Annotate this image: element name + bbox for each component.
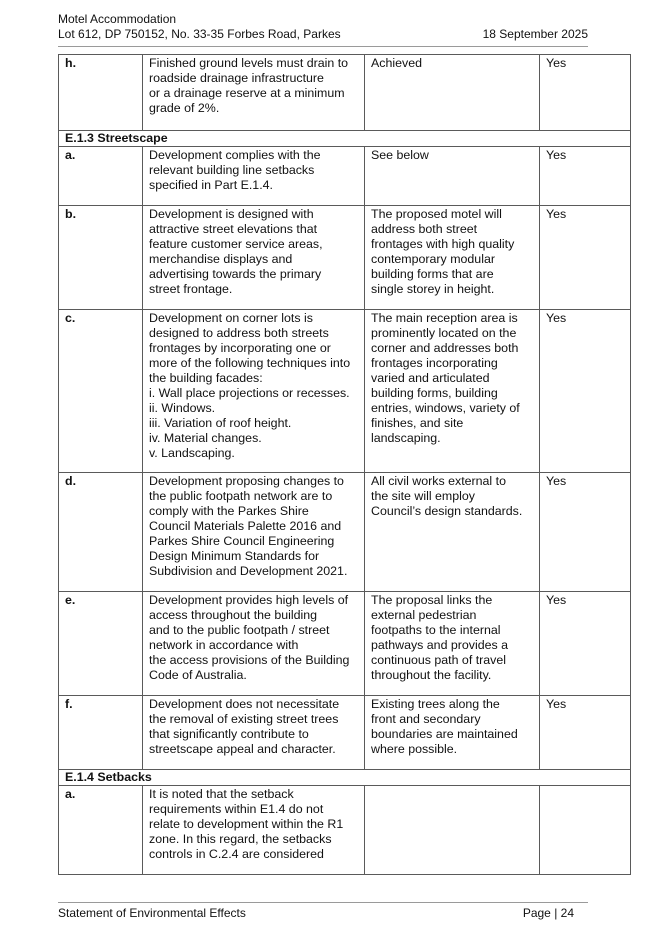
row-id: b. (59, 206, 143, 310)
document-title: Motel Accommodation (58, 12, 177, 26)
header-divider (58, 46, 588, 47)
requirement-cell (143, 696, 365, 770)
section-heading-setbacks: E.1.4 Setbacks (59, 770, 631, 786)
response-cell (365, 473, 540, 592)
document-date: 18 September 2025 (482, 27, 588, 41)
complies-cell: Yes (540, 696, 631, 770)
requirement-text: Development provides high levels of access throughout the building and to the public footpath / street network in accordance with the access provisions of the Building Code of Australia. (149, 593, 350, 682)
response-text: Achieved (371, 56, 422, 70)
requirement-text: Development proposing changes to the public footpath network are to comply with the Parkes Shire Council Materials Palette 2016 and Parkes Shire Council Engineering Design Minimum Standards for Subdivision and Development 2021. (149, 474, 348, 578)
requirement-text: It is noted that the setback requirements within E1.4 do not relate to development within the R1 zone. In this regard, the setbacks controls in C.2.4 are considered (149, 787, 344, 861)
requirement-text: Development on corner lots is designed to address both streets frontages by incorporating one or more of the following techniques into the building facades: i. Wall place projections or recesses. ii. Windows. iii. Variation of roof height. iv. Material changes. v. Landscaping. (149, 311, 351, 460)
response-cell (365, 786, 540, 875)
table-row (59, 206, 631, 310)
response-text: The proposal links the external pedestrian footpaths to the internal pathways and provides a continuous path of travel throughout the facility. (371, 593, 509, 682)
response-text: The proposed motel will address both street frontages with high quality contemporary modular building forms that are single storey in height. (371, 207, 515, 296)
requirement-cell (143, 473, 365, 592)
table-row (59, 592, 631, 696)
complies-cell: Yes (540, 55, 631, 131)
response-cell (365, 592, 540, 696)
requirement-text: Development complies with the relevant building line setbacks specified in Part E.1.4. (149, 148, 321, 192)
response-text: Existing trees along the front and secondary boundaries are maintained where possible. (371, 697, 518, 756)
response-cell (365, 147, 540, 206)
response-text: All civil works external to the site will employ Council’s design standards. (371, 474, 523, 518)
section-heading-streetscape: E.1.3 Streetscape (59, 131, 631, 147)
requirement-text: Finished ground levels must drain to roadside drainage infrastructure or a drainage reserve at a minimum grade of 2%. (149, 56, 349, 115)
requirement-cell (143, 147, 365, 206)
compliance-table (58, 54, 631, 875)
complies-cell: Yes (540, 592, 631, 696)
requirement-text: Development does not necessitate the removal of existing street trees that significantly contribute to streetscape appeal and character. (149, 697, 340, 756)
section-heading-row (59, 131, 631, 147)
row-id: e. (59, 592, 143, 696)
complies-cell: Yes (540, 147, 631, 206)
table-row (59, 55, 631, 131)
complies-cell (540, 786, 631, 875)
table-row (59, 696, 631, 770)
row-id: d. (59, 473, 143, 592)
row-id: a. (59, 786, 143, 875)
table-row (59, 473, 631, 592)
requirement-cell (143, 310, 365, 473)
row-id: c. (59, 310, 143, 473)
complies-cell: Yes (540, 473, 631, 592)
complies-cell: Yes (540, 206, 631, 310)
table-row (59, 786, 631, 875)
requirement-cell (143, 592, 365, 696)
table-row (59, 147, 631, 206)
requirement-text: Development is designed with attractive street elevations that feature customer service areas, merchandise displays and advertising towards the primary street frontage. (149, 207, 323, 296)
row-id: a. (59, 147, 143, 206)
requirement-cell (143, 206, 365, 310)
row-id: h. (59, 55, 143, 131)
response-text: The main reception area is prominently located on the corner and addresses both frontages incorporating varied and articulated building forms, building entries, windows, variety of finishes, and site landscaping. (371, 311, 520, 445)
table-row (59, 310, 631, 473)
page-number: Page | 24 (522, 906, 574, 920)
page-header (58, 12, 588, 42)
footer-divider (58, 902, 588, 903)
requirement-cell (143, 55, 365, 131)
footer-document-name: Statement of Environmental Effects (58, 906, 246, 920)
response-cell (365, 206, 540, 310)
requirement-cell (143, 786, 365, 875)
response-cell (365, 55, 540, 131)
site-address: Lot 612, DP 750152, No. 33-35 Forbes Road, Parkes (58, 27, 341, 41)
response-text: See below (371, 148, 429, 162)
section-heading-row (59, 770, 631, 786)
response-cell (365, 310, 540, 473)
page-footer (58, 906, 574, 920)
complies-cell: Yes (540, 310, 631, 473)
response-cell (365, 696, 540, 770)
row-id: f. (59, 696, 143, 770)
